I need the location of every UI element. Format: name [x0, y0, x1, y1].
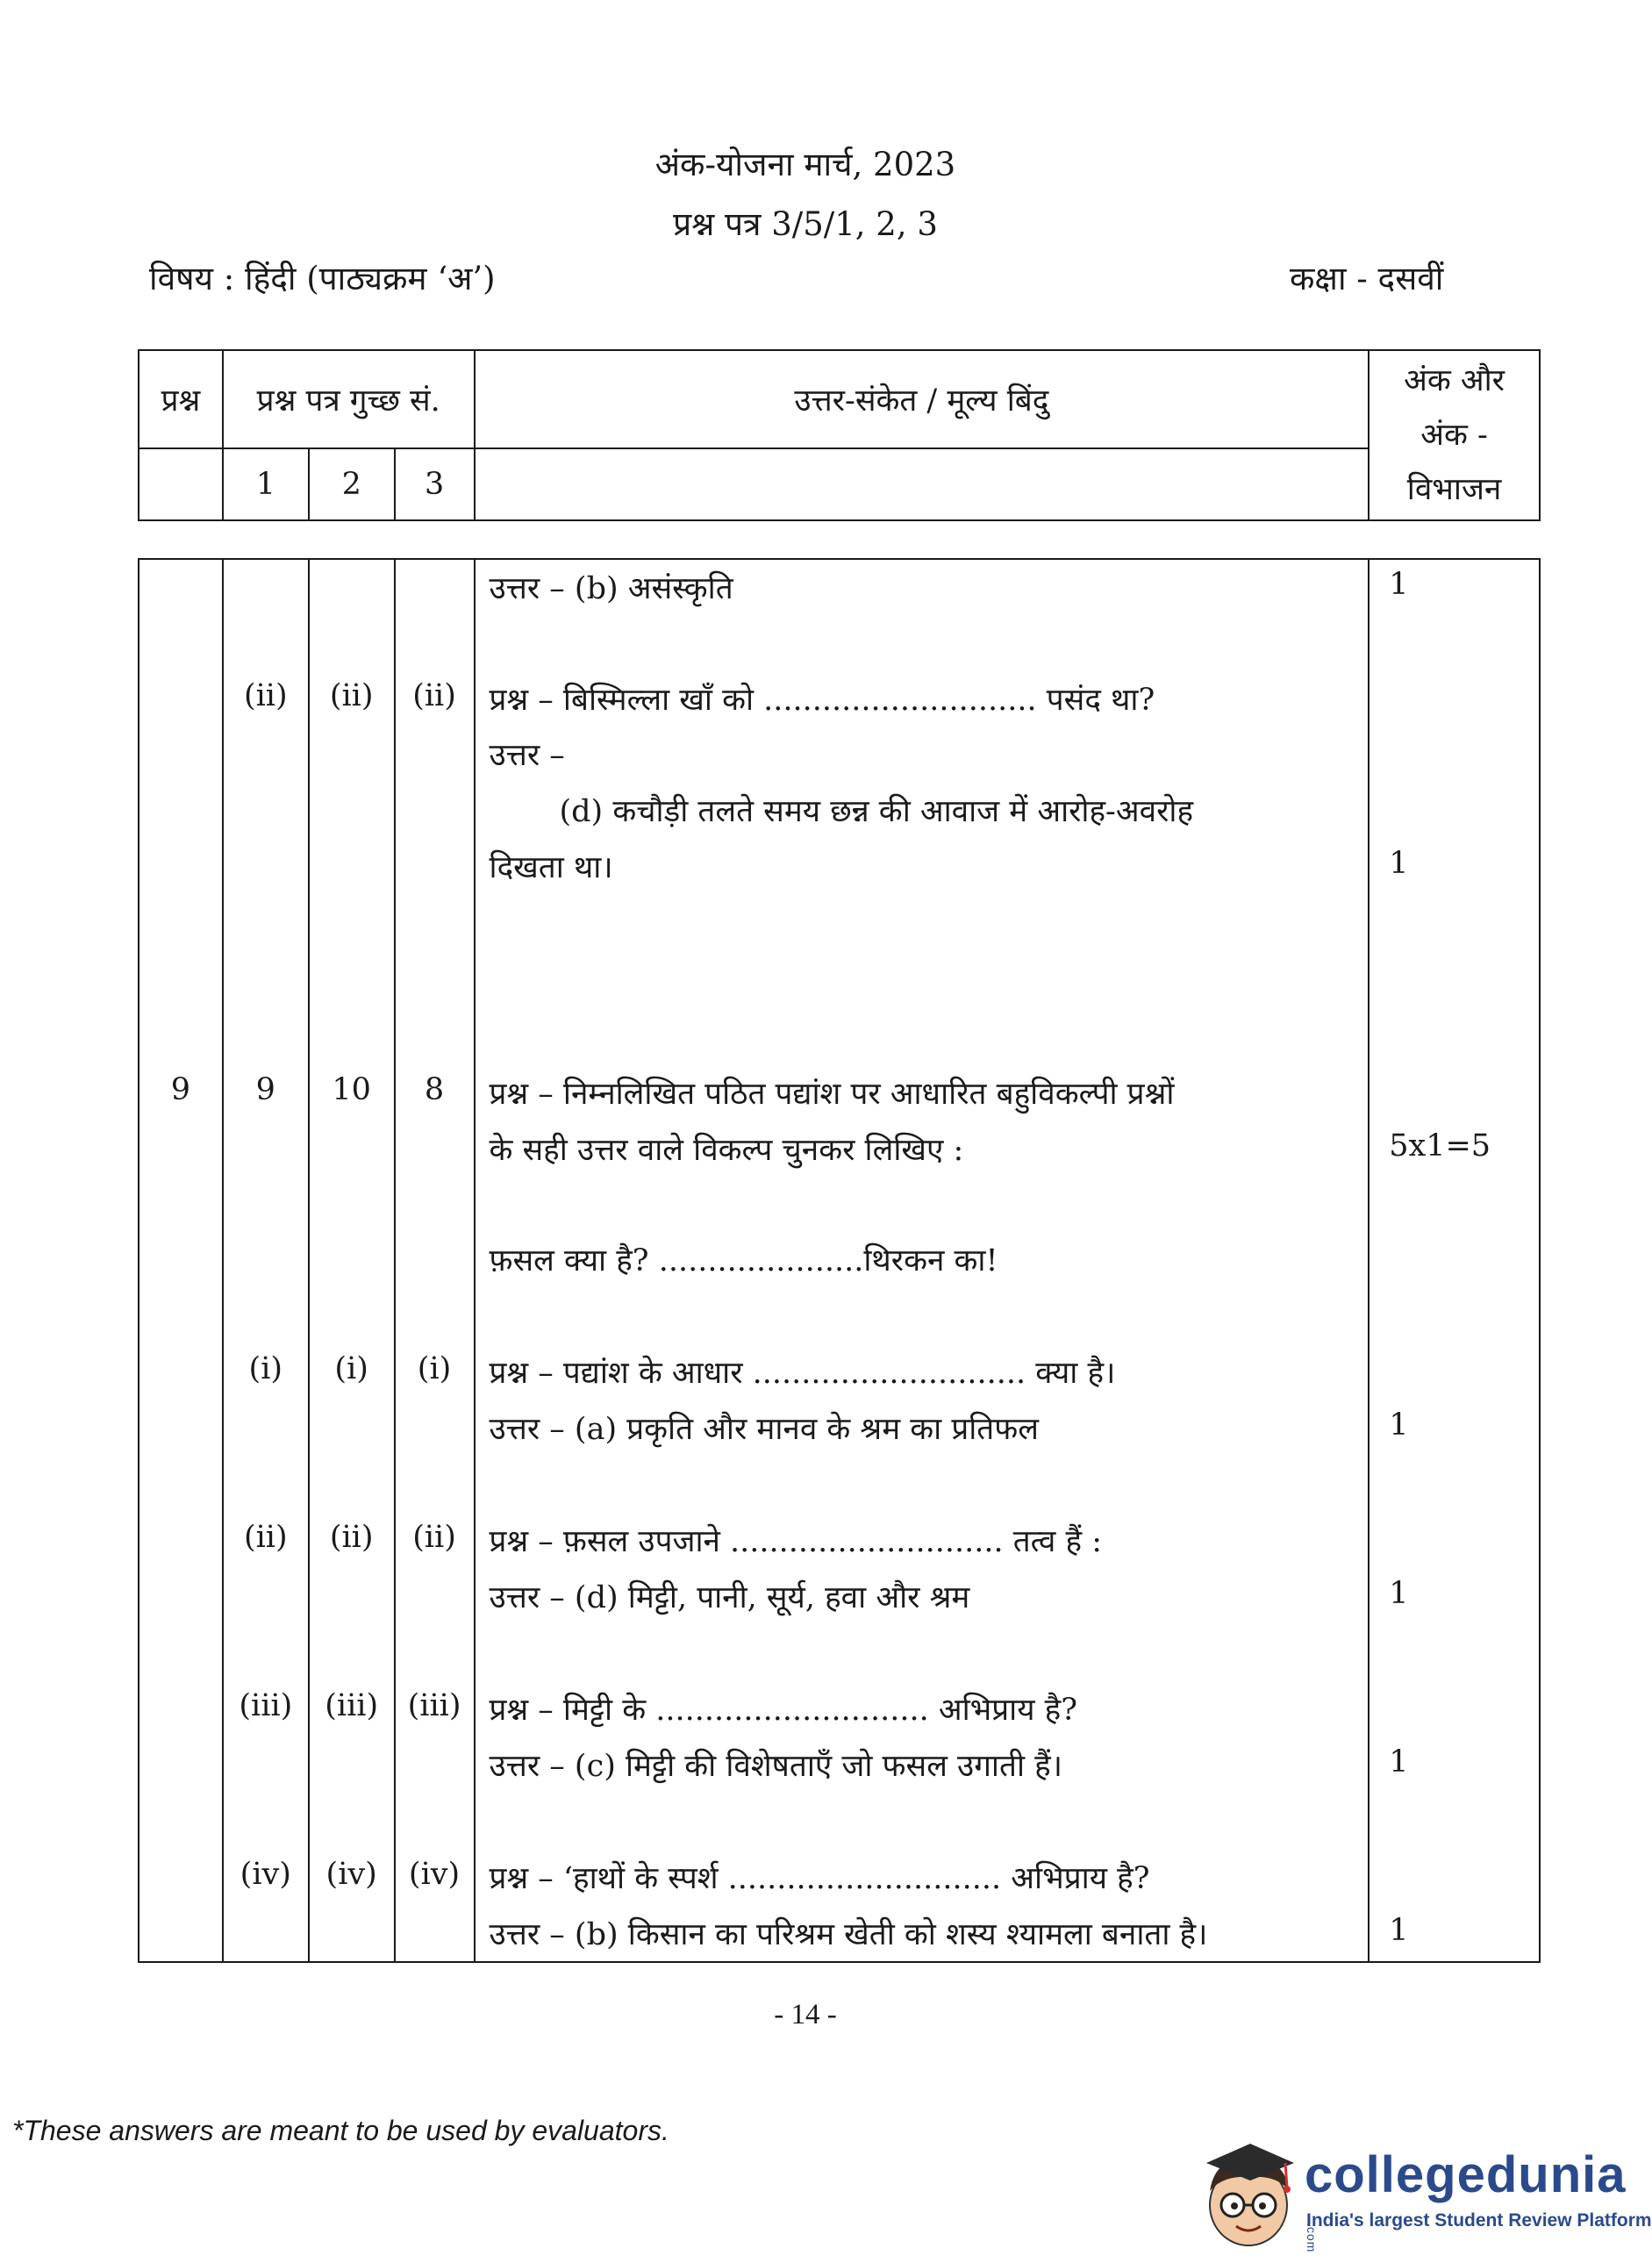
collegedunia-logo: [1198, 2137, 1652, 2252]
header-set-1: 1: [223, 448, 309, 520]
answer-col: [475, 559, 1370, 1962]
question-line: प्रश्न – बिस्मिल्ला खाँ को ............................ पसंद था?: [489, 683, 1155, 718]
sub-label: (i): [334, 1351, 368, 1386]
question-number: 9: [170, 1072, 191, 1107]
question-line: प्रश्न – फ़सल उपजाने ............................ तत्व हैं :: [489, 1524, 1103, 1559]
set3-col: [395, 559, 475, 1962]
mark-value: 5x1=5: [1389, 1128, 1491, 1164]
logo-wordmark: [1305, 2145, 1627, 2263]
header-marks-col: [1369, 350, 1540, 520]
logo-name: collegedunia: [1305, 2146, 1627, 2203]
answer-line: उत्तर – (a) प्रकृति और मानव के श्रम का प्रतिफल: [489, 1412, 1039, 1447]
sub-label: (iv): [408, 1857, 461, 1892]
header-set-2: 2: [309, 448, 395, 520]
logo-suffix: .com: [1305, 2222, 1319, 2252]
subject-label: विषय : हिंदी (पाठ्यक्रम ‘अ’): [149, 260, 496, 297]
sub-label: (ii): [412, 678, 456, 713]
disclaimer-text: *These answers are meant to be used by evaluators.: [12, 2115, 669, 2146]
grade-label: कक्षा - दसवीं: [1290, 260, 1444, 297]
mark-value: 1: [1389, 1744, 1409, 1780]
answer-line: उत्तर – (b) किसान का परिश्रम खेती को शस्य श्यामला बनाता है।: [489, 1917, 1208, 1952]
answer-line: उत्तर – (b) असंस्कृति: [489, 571, 733, 606]
header-table: [138, 349, 1541, 521]
sub-label: (ii): [412, 1520, 456, 1555]
set2-col: [309, 559, 395, 1962]
marks-header-line3: विभाजन: [1406, 472, 1502, 507]
mark-value: 1: [1389, 1913, 1409, 1948]
header-blank-cell: [139, 448, 223, 520]
page-number: - 14 -: [774, 1999, 837, 2030]
mark-value: 1: [1389, 567, 1409, 602]
marks-col: [1369, 559, 1540, 1962]
sub-label: (ii): [329, 1520, 374, 1555]
question-line: के सही उत्तर वाले विकल्प चुनकर लिखिए :: [489, 1133, 964, 1168]
sub-label: (i): [248, 1351, 283, 1386]
paper-code: प्रश्न पत्र 3/5/1, 2, 3: [673, 205, 938, 243]
header-answer-blank: [475, 448, 1370, 520]
mark-value: 1: [1389, 1407, 1409, 1443]
header-question-col: प्रश्न: [139, 350, 223, 448]
question-line: प्रश्न – मिट्टी के ............................ अभिप्राय है?: [489, 1693, 1078, 1728]
sub-label: (iii): [407, 1688, 461, 1723]
answer-table: [138, 558, 1541, 1963]
answer-line: दिखता था।: [489, 850, 613, 885]
poem-line: फ़सल क्या है? .....................थिरकन का!: [489, 1243, 998, 1278]
marks-header-line1: अंक और: [1404, 363, 1505, 398]
sub-label: (iii): [239, 1688, 293, 1723]
set1-question-no: 9: [255, 1072, 275, 1107]
question-number-col: [139, 559, 223, 1962]
set3-question-no: 8: [424, 1072, 445, 1107]
sub-label: (i): [417, 1351, 452, 1386]
sub-label: (iv): [240, 1857, 291, 1892]
sub-label: (iv): [325, 1857, 377, 1892]
answer-line: उत्तर – (c) मिट्टी की विशेषताएँ जो फसल उगाती हैं।: [489, 1749, 1062, 1784]
answer-line: (d) कचौड़ी तलते समय छन्न की आवाज में आरोह-अवरोह: [559, 794, 1194, 829]
answer-line: उत्तर – (d) मिट्टी, पानी, सूर्य, हवा और श्रम: [489, 1580, 970, 1615]
logo-tagline: India's largest Student Review Platform: [1306, 2210, 1652, 2231]
sub-label: (ii): [243, 678, 288, 713]
sub-label: (ii): [329, 678, 374, 713]
marks-header-line2: अंक -: [1420, 418, 1488, 453]
set2-question-no: 10: [332, 1072, 371, 1107]
sub-label: (ii): [243, 1520, 288, 1555]
set1-col: [223, 559, 309, 1962]
answer-line: उत्तर –: [489, 738, 565, 773]
page-title: अंक-योजना मार्च, 2023: [654, 146, 956, 183]
question-line: प्रश्न – पद्यांश के आधार ............................ क्या है।: [489, 1356, 1116, 1391]
sub-label: (iii): [325, 1688, 379, 1723]
question-line: प्रश्न – ‘हाथों के स्पर्श ............................ अभिप्राय है?: [489, 1861, 1150, 1896]
header-paper-set-col: प्रश्न पत्र गुच्छ सं.: [223, 350, 475, 448]
header-set-3: 3: [395, 448, 475, 520]
mascot-icon: [1198, 2137, 1301, 2251]
question-line: प्रश्न – निम्नलिखित पठित पद्यांश पर आधारित बहुविकल्पी प्रश्नों: [489, 1077, 1175, 1112]
header-answer-col: उत्तर-संकेत / मूल्य बिंदु: [475, 350, 1370, 448]
mark-value: 1: [1389, 1576, 1409, 1611]
mark-value: 1: [1389, 846, 1409, 881]
